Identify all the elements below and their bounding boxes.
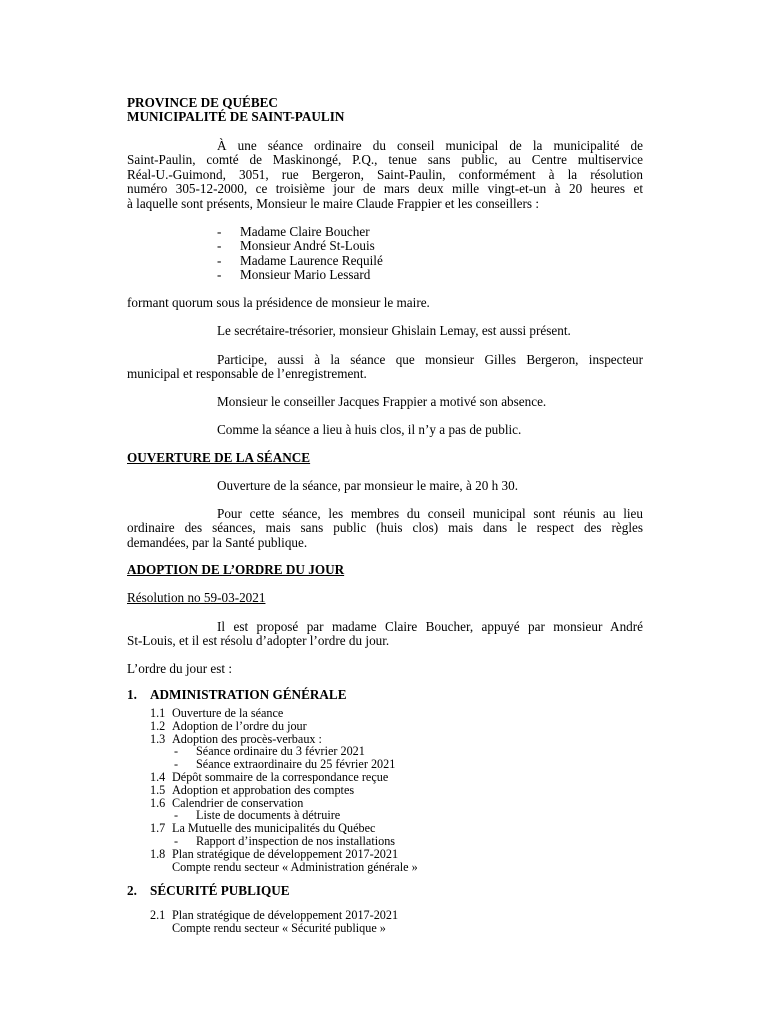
section-number: 2.	[127, 883, 137, 898]
intro-line: Réal-U.-Guimond, 3051, rue Bergeron, Saint-Paulin, conformément à la résolution	[127, 166, 643, 182]
attendee-name: Monsieur Mario Lessard	[240, 267, 371, 282]
inspector-paragraph	[127, 353, 643, 382]
opening-paragraph	[127, 507, 643, 550]
agenda-item-text: Calendrier de conservation	[172, 796, 304, 810]
section-title: SÉCURITÉ PUBLIQUE	[150, 883, 290, 898]
agenda-item-continuation: Compte rendu secteur « Administration générale »	[172, 860, 418, 874]
agenda-item-text: Plan stratégique de développement 2017-2021	[172, 908, 399, 922]
agenda-subitem-text: Séance extraordinaire du 25 février 2021	[196, 757, 396, 771]
agenda-item-number: 1.2	[150, 719, 166, 733]
opening-line: demandées, par la Santé publique.	[127, 534, 308, 550]
intro-paragraph	[127, 139, 643, 211]
agenda-intro: L’ordre du jour est :	[127, 661, 232, 676]
intro-line: numéro 305-12-2000, ce troisième jour de mars deux mille vingt-et-un à 20 heures et	[127, 181, 643, 197]
attendee-dash: -	[217, 238, 222, 253]
agenda-subitem-dash: -	[174, 757, 179, 771]
intro-line: Saint-Paulin, comté de Maskinongé, P.Q., tenue sans public, au Centre multiservice	[127, 152, 643, 168]
header-province: PROVINCE DE QUÉBEC	[127, 95, 278, 110]
attendee-name: Monsieur André St-Louis	[240, 238, 375, 253]
closed-session-text: Comme la séance a lieu à huis clos, il n’y a pas de public.	[217, 422, 522, 437]
intro-line: À une séance ordinaire du conseil municipal de la municipalité de	[217, 138, 643, 153]
agenda-item-text: Ouverture de la séance	[172, 706, 284, 720]
agenda-item-text: Adoption des procès-verbaux :	[172, 732, 322, 746]
agenda-item-number: 1.5	[150, 783, 166, 797]
quorum-text: formant quorum sous la présidence de monsieur le maire.	[127, 295, 430, 310]
inspector-line: Participe, aussi à la séance que monsieur Gilles Bergeron, inspecteur	[217, 352, 643, 367]
resolution-number: Résolution no 59-03-2021	[127, 590, 266, 605]
secretary-text: Le secrétaire-trésorier, monsieur Ghislain Lemay, est aussi présent.	[217, 323, 571, 338]
agenda-subitem-text: Rapport d’inspection de nos installations	[196, 834, 396, 848]
agenda-item-text: Adoption de l’ordre du jour	[172, 719, 307, 733]
attendee-name: Madame Claire Boucher	[240, 224, 370, 239]
attendee-dash: -	[217, 253, 222, 268]
section-number: 1.	[127, 687, 137, 702]
agenda-item-number: 1.4	[150, 770, 166, 784]
opening-line: Pour cette séance, les membres du conseil municipal sont réunis au lieu	[217, 506, 643, 521]
section-title: ADMINISTRATION GÉNÉRALE	[150, 687, 347, 702]
agenda-item-number: 1.3	[150, 732, 166, 746]
agenda-item-text: La Mutuelle des municipalités du Québec	[172, 821, 376, 835]
agenda-subitem-text: Séance ordinaire du 3 février 2021	[196, 744, 365, 758]
attendee-dash: -	[217, 224, 222, 239]
agenda-subitem-text: Liste de documents à détruire	[196, 808, 341, 822]
resolution-paragraph	[127, 620, 643, 649]
resolution-line: Il est proposé par madame Claire Boucher, appuyé par monsieur André	[217, 619, 643, 634]
agenda-item-number: 1.6	[150, 796, 166, 810]
resolution-line: St-Louis, et il est résolu d’adopter l’ordre du jour.	[127, 633, 390, 649]
agenda-item-continuation: Compte rendu secteur « Sécurité publique »	[172, 921, 386, 935]
inspector-line: municipal et responsable de l’enregistrement.	[127, 366, 367, 382]
agenda-subitem-dash: -	[174, 834, 179, 848]
absence-text: Monsieur le conseiller Jacques Frappier a motivé son absence.	[217, 394, 547, 409]
attendee-dash: -	[217, 267, 222, 282]
header-municipality: MUNICIPALITÉ DE SAINT-PAULIN	[127, 109, 345, 124]
agenda-subitem-dash: -	[174, 744, 179, 758]
agenda-item-number: 1.1	[150, 706, 166, 720]
agenda-item-number: 1.8	[150, 847, 166, 861]
agenda-item-text: Dépôt sommaire de la correspondance reçue	[172, 770, 389, 784]
agenda-subitem-dash: -	[174, 808, 179, 822]
agenda-item-number: 2.1	[150, 908, 166, 922]
opening-heading: OUVERTURE DE LA SÉANCE	[127, 450, 311, 465]
agenda-item-text: Adoption et approbation des comptes	[172, 783, 355, 797]
agenda-adoption-heading: ADOPTION DE L’ORDRE DU JOUR	[127, 562, 345, 577]
intro-line: à laquelle sont présents, Monsieur le maire Claude Frappier et les conseillers :	[127, 195, 539, 211]
agenda-item-text: Plan stratégique de développement 2017-2021	[172, 847, 399, 861]
opening-text: Ouverture de la séance, par monsieur le maire, à 20 h 30.	[217, 478, 518, 493]
opening-line: ordinaire des séances, mais sans public (huis clos) mais dans le respect des règles	[127, 520, 643, 536]
attendee-name: Madame Laurence Requilé	[240, 253, 383, 268]
agenda-item-number: 1.7	[150, 821, 166, 835]
